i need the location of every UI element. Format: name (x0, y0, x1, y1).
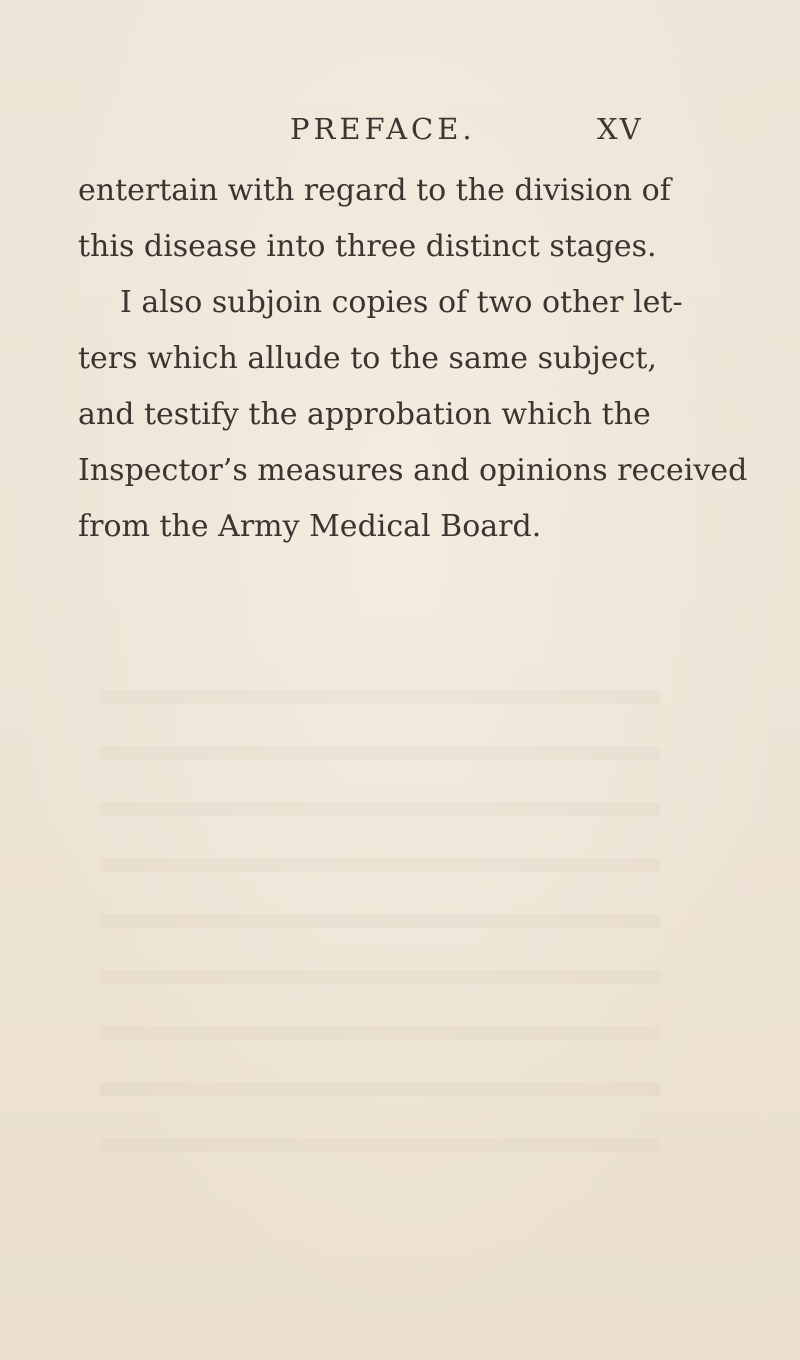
running-title: PREFACE. (290, 112, 476, 146)
body-paragraphs (78, 163, 748, 555)
text-line: this disease into three distinct stages. (78, 229, 657, 264)
reverse-side-show-through (100, 660, 660, 1180)
text-line: ters which allude to the same subject, (78, 341, 657, 376)
page-number: XV (597, 112, 643, 146)
text-line: Inspector’s measures and opinions received (78, 453, 748, 488)
running-head (0, 112, 800, 152)
text-line: I also subjoin copies of two other let- (120, 285, 683, 320)
text-line: from the Army Medical Board. (78, 509, 542, 544)
text-line: entertain with regard to the division of (78, 173, 671, 208)
text-line: and testify the approbation which the (78, 397, 651, 432)
